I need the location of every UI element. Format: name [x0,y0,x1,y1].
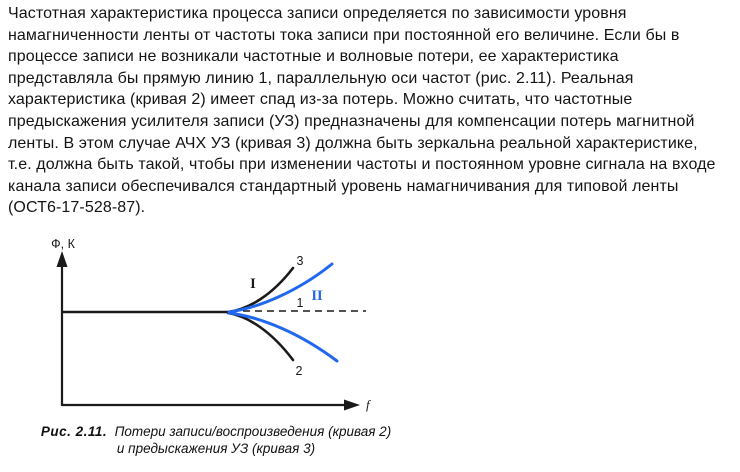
label-curve-3: 3 [296,254,304,268]
paragraph-line: Частотная характеристика процесса записи определяется по зависимости уровня [8,5,627,22]
paragraph-line: намагниченности ленты от частоты тока записи при постоянной его величине. Если бы в [8,26,680,44]
label-region-II: II [311,288,323,304]
label-curve-2: 2 [295,364,303,378]
paragraph-line: предыскажения усилителя записи (УЗ) предназначены для компенсации потерь магнитной [8,112,695,130]
figure-caption [22,423,410,457]
x-axis-arrow-icon [344,400,360,411]
caption-text-2: и предыскажения УЗ (кривая 3) [116,441,316,456]
y-axis-label: Ф, К [51,237,75,251]
paragraph-line: характеристика (кривая 2) имеет спад из-за потерь. Можно считать, что частотные [8,91,633,109]
paragraph-line: представляла бы прямую линию 1, параллельную оси частот (рис. 2.11). Реальная [8,69,634,87]
paragraph-line: канала записи обеспечивался стандартный уровень намагничивания для типовой ленты [8,177,679,195]
label-curve-1: 1 [296,296,304,310]
frequency-response-diagram [0,222,420,422]
y-axis-arrow-icon [57,251,68,267]
caption-line-2 [22,440,410,457]
caption-number: Рис. 2.11. [40,424,108,439]
label-region-I: I [250,276,256,292]
figure-2-11 [0,222,420,422]
paragraph-line: (ОСТ6-17-528-87). [8,199,146,217]
body-paragraph [8,3,736,219]
paragraph-line: процессе записи не возникали частотные и волновые потери, ее характеристика [8,48,619,66]
curve-blue-lower [229,313,337,361]
paragraph-line: т.е. должна быть такой, чтобы при изменении частоты и постоянном уровне сигнала на входе [8,156,716,174]
x-axis-label: f [366,397,370,412]
caption-line-1 [22,423,410,440]
paragraph-line: ленты. В этом случае АЧХ УЗ (кривая 3) должна быть зеркальна реальной характеристике, [8,134,698,152]
caption-text-1: Потери записи/воспроизведения (кривая 2) [114,424,392,439]
